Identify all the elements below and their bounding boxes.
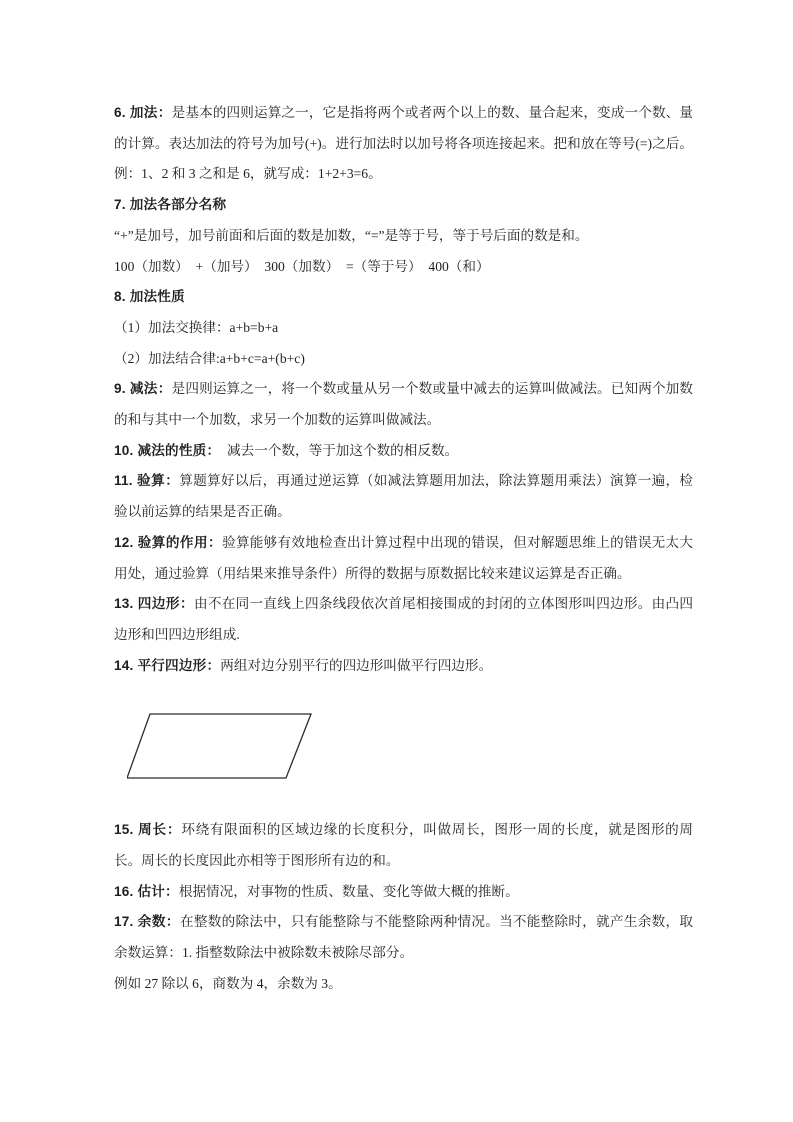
definition-parallelogram (114, 651, 693, 682)
term-label-quadrilateral: 13. 四边形： (114, 596, 195, 612)
term-label-subtraction: 9. 减法： (114, 381, 172, 397)
definition-text-perimeter: 环绕有限面积的区域边缘的长度积分，叫做周长，图形一周的长度，就是图形的周长。周长的长度因此亦相等于图形所有边的和。 (114, 822, 694, 869)
term-label-parallelogram: 14. 平行四边形： (114, 657, 221, 673)
definition-text-parallelogram: 两组对边分别平行的四边形叫做平行四边形。 (220, 657, 493, 673)
term-label-subtraction-property: 10. 减法的性质： (114, 442, 221, 458)
definition-verification-purpose (114, 528, 693, 589)
section-heading-addition-parts: 7. 加法各部分名称 (114, 197, 227, 213)
term-label-remainder: 17. 余数： (114, 914, 180, 930)
definition-text-estimation: 根据情况，对事物的性质、数量、变化等做大概的推断。 (178, 883, 519, 899)
addition-parts-description-line (114, 221, 693, 252)
addition-example-text: 100（加数） +（加号） 300（加数） =（等于号） 400（和） (114, 258, 490, 274)
commutative-law-text: （1）加法交换律：a+b=b+a (114, 319, 279, 335)
definition-perimeter (114, 815, 693, 876)
definition-remainder (114, 907, 693, 968)
document-content (114, 98, 700, 1000)
associative-law-text: （2）加法结合律:a+b+c=a+(b+c) (114, 350, 305, 366)
term-label-addition: 6. 加法： (114, 105, 172, 120)
remainder-example-text: 例如 27 除以 6，商数为 4，余数为 3。 (114, 975, 342, 991)
remainder-example-line (114, 969, 693, 1000)
associative-law-line (114, 344, 693, 375)
definition-text-verification: 算题算好以后，再通过逆运算（如减法算题用加法，除法算题用乘法）演算一遍，检验以前运算的结果是否正确。 (114, 473, 693, 520)
parallelogram-figure (127, 713, 313, 779)
definition-text-verification-purpose: 验算能够有效地检查出计算过程中出现的错误，但对解题思维上的错误无太大用处，通过验算（用结果来推导条件）所得的数据与原数据比较来建议运算是否正确。 (114, 534, 693, 581)
definition-estimation (114, 877, 693, 908)
definition-verification (114, 466, 693, 527)
term-label-verification-purpose: 12. 验算的作用： (114, 534, 223, 550)
definition-text-remainder: 在整数的除法中，只有能整除与不能整除两种情况。当不能整除时，就产生余数，取余数运算：1. 指整数除法中被除数未被除尽部分。 (114, 914, 694, 961)
term-label-estimation: 16. 估计： (114, 883, 179, 899)
definition-subtraction-property (114, 436, 693, 467)
definition-text-quadrilateral: 由不在同一直线上四条线段依次首尾相接围成的封闭的立体图形叫四边形。由凸四边形和凹四边形组成. (114, 596, 694, 642)
term-label-verification: 11. 验算： (114, 473, 180, 489)
parallelogram-shape (127, 713, 313, 779)
definition-text-subtraction-property: 减去一个数，等于加这个数的相反数。 (220, 442, 459, 458)
definition-subtraction (114, 374, 693, 435)
definition-addition (114, 98, 700, 190)
definition-quadrilateral (114, 589, 693, 650)
addition-parts-text: “+”是加号，加号前面和后面的数是加数，“=”是等于号，等于号后面的数是和。 (114, 227, 589, 243)
addition-example-line (114, 252, 693, 283)
term-label-perimeter: 15. 周长： (114, 822, 182, 838)
commutative-law-line (114, 313, 693, 344)
definition-text-subtraction: 是四则运算之一，将一个数或量从另一个数或量中减去的运算叫做减法。已知两个加数的和与其中一个加数，求另一个加数的运算叫做减法。 (114, 381, 693, 428)
definition-text-addition: 是基本的四则运算之一，它是指将两个或者两个以上的数、量合起来，变成一个数、量的计算。表达加法的符号为加号(+)。进行加法时以加号将各项连接起来。把和放在等号(=)之后。 例：1、2 和 3 之和是 6，就写成：1+2+3=6。 (114, 105, 700, 182)
section-heading-addition-properties: 8. 加法性质 (114, 289, 185, 305)
